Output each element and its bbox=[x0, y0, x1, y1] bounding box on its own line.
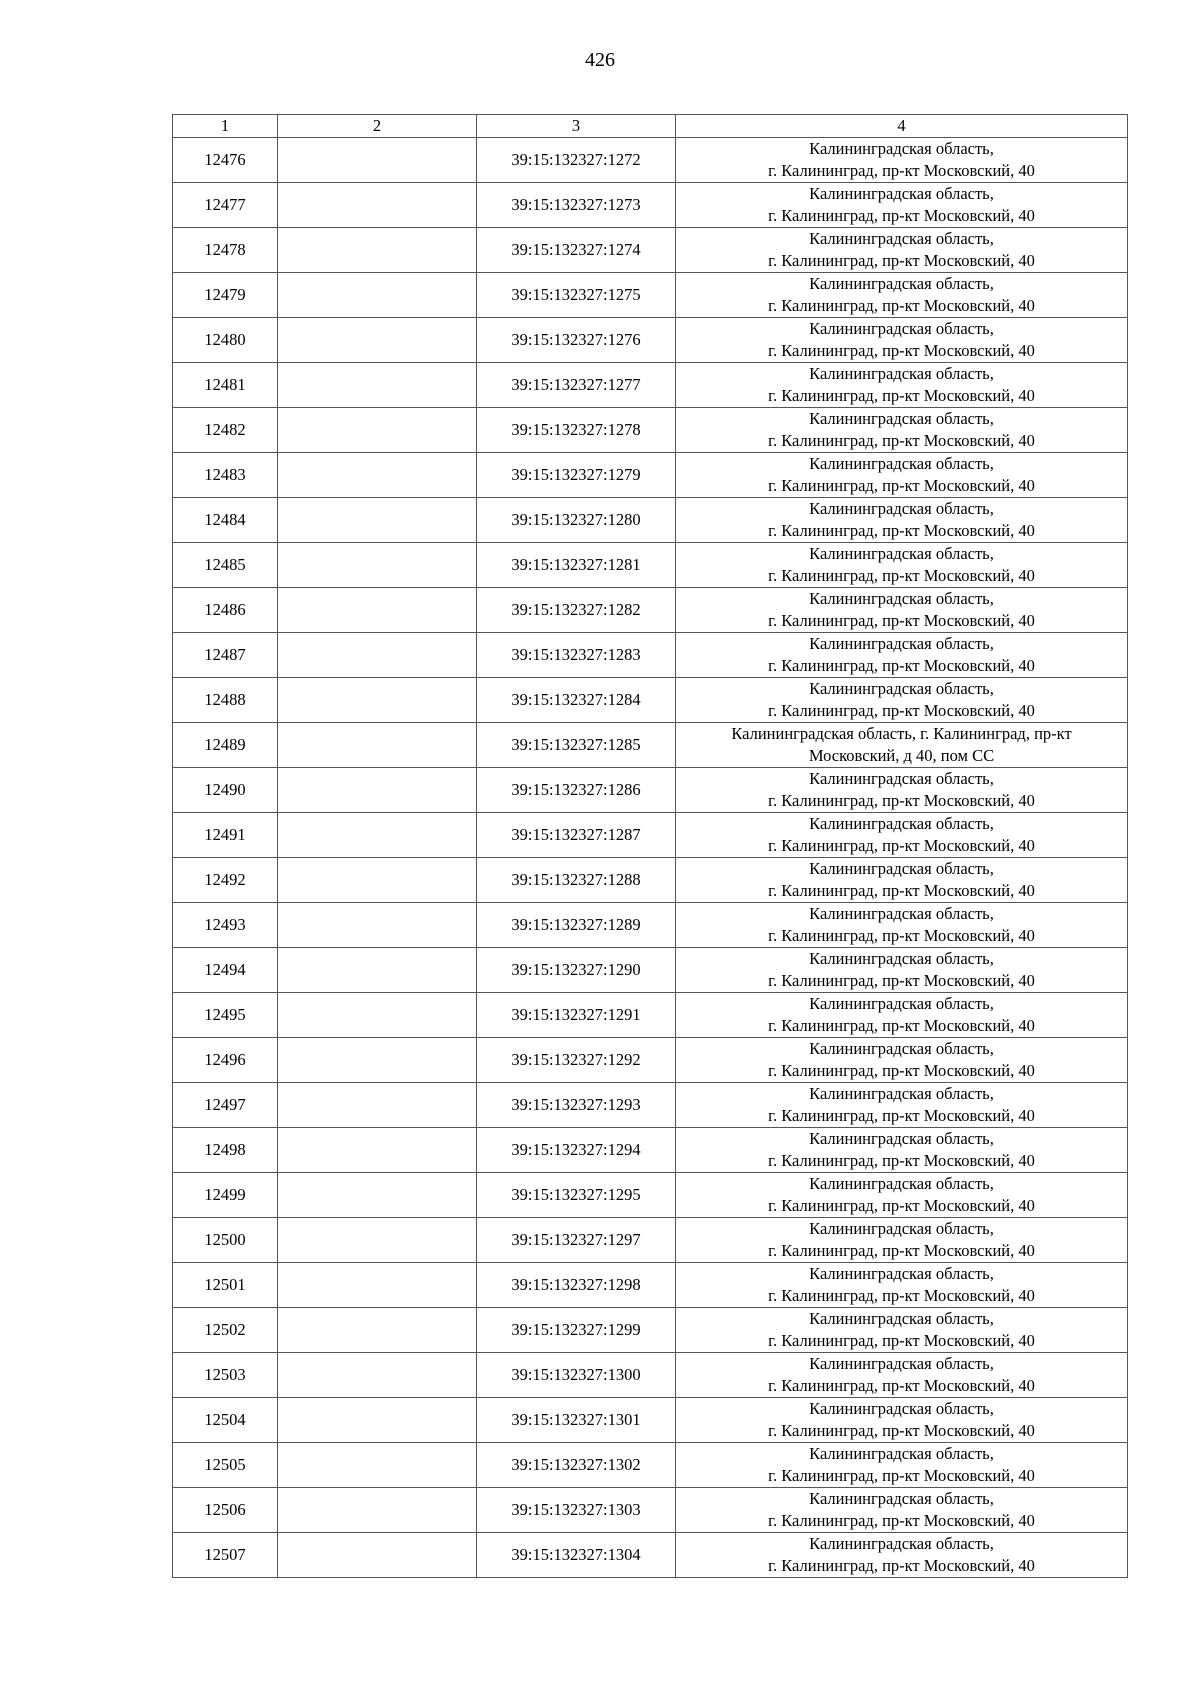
address-cell bbox=[676, 1173, 1128, 1218]
column-2-cell bbox=[278, 183, 477, 228]
column-2-cell bbox=[278, 948, 477, 993]
address-cell bbox=[676, 858, 1128, 903]
table-body bbox=[173, 138, 1128, 1578]
cadastral-number-cell: 39:15:132327:1285 bbox=[477, 723, 676, 768]
table-row bbox=[173, 1353, 1128, 1398]
column-2-cell bbox=[278, 543, 477, 588]
address-line: Калининградская область, bbox=[809, 1129, 994, 1148]
row-number-cell: 12506 bbox=[173, 1488, 278, 1533]
table-row bbox=[173, 1263, 1128, 1308]
address-line: г. Калининград, пр-кт Московский, 40 bbox=[768, 521, 1035, 540]
cadastral-number-cell: 39:15:132327:1294 bbox=[477, 1128, 676, 1173]
address-cell bbox=[676, 408, 1128, 453]
address-line: Калининградская область, bbox=[809, 994, 994, 1013]
address-line: Калининградская область, bbox=[809, 1354, 994, 1373]
row-number-cell: 12503 bbox=[173, 1353, 278, 1398]
table-row bbox=[173, 678, 1128, 723]
row-number-cell: 12486 bbox=[173, 588, 278, 633]
table-row bbox=[173, 498, 1128, 543]
address-line: г. Калининград, пр-кт Московский, 40 bbox=[768, 881, 1035, 900]
column-2-cell bbox=[278, 1353, 477, 1398]
address-line: Калининградская область, bbox=[809, 1084, 994, 1103]
address-line: Калининградская область, bbox=[809, 319, 994, 338]
column-2-cell bbox=[278, 993, 477, 1038]
row-number-cell: 12485 bbox=[173, 543, 278, 588]
address-line: г. Калининград, пр-кт Московский, 40 bbox=[768, 791, 1035, 810]
column-2-cell bbox=[278, 408, 477, 453]
table-row bbox=[173, 813, 1128, 858]
table-row bbox=[173, 588, 1128, 633]
row-number-cell: 12494 bbox=[173, 948, 278, 993]
cadastral-number-cell: 39:15:132327:1299 bbox=[477, 1308, 676, 1353]
address-line: г. Калининград, пр-кт Московский, 40 bbox=[768, 161, 1035, 180]
column-2-cell bbox=[278, 1488, 477, 1533]
row-number-cell: 12500 bbox=[173, 1218, 278, 1263]
address-cell bbox=[676, 1443, 1128, 1488]
address-line: Калининградская область, bbox=[809, 634, 994, 653]
column-2-cell bbox=[278, 1173, 477, 1218]
cadastral-number-cell: 39:15:132327:1289 bbox=[477, 903, 676, 948]
cadastral-number-cell: 39:15:132327:1275 bbox=[477, 273, 676, 318]
row-number-cell: 12480 bbox=[173, 318, 278, 363]
address-line: г. Калининград, пр-кт Московский, 40 bbox=[768, 431, 1035, 450]
table-row bbox=[173, 1398, 1128, 1443]
column-2-cell bbox=[278, 1218, 477, 1263]
address-line: г. Калининград, пр-кт Московский, 40 bbox=[768, 1556, 1035, 1575]
address-line: г. Калининград, пр-кт Московский, 40 bbox=[768, 1151, 1035, 1170]
table-row bbox=[173, 138, 1128, 183]
table-row bbox=[173, 543, 1128, 588]
address-line: Калининградская область, bbox=[809, 814, 994, 833]
address-cell bbox=[676, 1353, 1128, 1398]
address-cell bbox=[676, 1128, 1128, 1173]
address-cell bbox=[676, 813, 1128, 858]
address-line: Калининградская область, bbox=[809, 229, 994, 248]
address-cell bbox=[676, 1263, 1128, 1308]
address-line: Калининградская область, bbox=[809, 1264, 994, 1283]
address-cell bbox=[676, 363, 1128, 408]
table-row bbox=[173, 1308, 1128, 1353]
cadastral-number-cell: 39:15:132327:1278 bbox=[477, 408, 676, 453]
cadastral-number-cell: 39:15:132327:1298 bbox=[477, 1263, 676, 1308]
cadastral-number-cell: 39:15:132327:1279 bbox=[477, 453, 676, 498]
address-line: Калининградская область, bbox=[809, 184, 994, 203]
address-cell bbox=[676, 903, 1128, 948]
address-line: г. Калининград, пр-кт Московский, 40 bbox=[768, 1241, 1035, 1260]
table-row bbox=[173, 858, 1128, 903]
row-number-cell: 12507 bbox=[173, 1533, 278, 1578]
cadastral-number-cell: 39:15:132327:1277 bbox=[477, 363, 676, 408]
table-row bbox=[173, 723, 1128, 768]
address-cell bbox=[676, 948, 1128, 993]
table-header bbox=[173, 115, 1128, 138]
row-number-cell: 12505 bbox=[173, 1443, 278, 1488]
table-row bbox=[173, 1083, 1128, 1128]
address-line: Калининградская область, bbox=[809, 454, 994, 473]
cadastral-number-cell: 39:15:132327:1304 bbox=[477, 1533, 676, 1578]
address-line: г. Калининград, пр-кт Московский, 40 bbox=[768, 1016, 1035, 1035]
address-line: Калининградская область, bbox=[809, 499, 994, 518]
row-number-cell: 12504 bbox=[173, 1398, 278, 1443]
cadastral-number-cell: 39:15:132327:1286 bbox=[477, 768, 676, 813]
cadastral-number-cell: 39:15:132327:1301 bbox=[477, 1398, 676, 1443]
column-2-cell bbox=[278, 228, 477, 273]
column-2-cell bbox=[278, 318, 477, 363]
table-row bbox=[173, 183, 1128, 228]
address-cell bbox=[676, 1398, 1128, 1443]
cadastral-number-cell: 39:15:132327:1293 bbox=[477, 1083, 676, 1128]
address-cell bbox=[676, 633, 1128, 678]
address-cell bbox=[676, 498, 1128, 543]
table-row bbox=[173, 1128, 1128, 1173]
column-2-cell bbox=[278, 1443, 477, 1488]
address-line: г. Калининград, пр-кт Московский, 40 bbox=[768, 476, 1035, 495]
column-header-4: 4 bbox=[676, 115, 1128, 138]
address-line: г. Калининград, пр-кт Московский, 40 bbox=[768, 1511, 1035, 1530]
column-2-cell bbox=[278, 363, 477, 408]
column-2-cell bbox=[278, 1083, 477, 1128]
column-2-cell bbox=[278, 633, 477, 678]
cadastral-number-cell: 39:15:132327:1288 bbox=[477, 858, 676, 903]
address-line: Калининградская область, bbox=[809, 544, 994, 563]
address-cell bbox=[676, 1308, 1128, 1353]
address-cell bbox=[676, 1533, 1128, 1578]
address-line: Калининградская область, bbox=[809, 274, 994, 293]
cadastral-number-cell: 39:15:132327:1290 bbox=[477, 948, 676, 993]
address-line: Калининградская область, bbox=[809, 1534, 994, 1553]
address-line: г. Калининград, пр-кт Московский, 40 bbox=[768, 206, 1035, 225]
row-number-cell: 12489 bbox=[173, 723, 278, 768]
address-line: Калининградская область, bbox=[809, 859, 994, 878]
table-row bbox=[173, 273, 1128, 318]
address-line: Калининградская область, bbox=[809, 1489, 994, 1508]
address-line: Калининградская область, bbox=[809, 1039, 994, 1058]
table-row bbox=[173, 633, 1128, 678]
row-number-cell: 12499 bbox=[173, 1173, 278, 1218]
column-2-cell bbox=[278, 678, 477, 723]
column-header-2: 2 bbox=[278, 115, 477, 138]
address-line: г. Калининград, пр-кт Московский, 40 bbox=[768, 1421, 1035, 1440]
column-2-cell bbox=[278, 858, 477, 903]
address-cell bbox=[676, 1218, 1128, 1263]
address-line: г. Калининград, пр-кт Московский, 40 bbox=[768, 1196, 1035, 1215]
column-2-cell bbox=[278, 768, 477, 813]
cadastral-number-cell: 39:15:132327:1283 bbox=[477, 633, 676, 678]
cadastral-number-cell: 39:15:132327:1292 bbox=[477, 1038, 676, 1083]
address-line: Калининградская область, bbox=[809, 904, 994, 923]
table-row bbox=[173, 948, 1128, 993]
address-line: г. Калининград, пр-кт Московский, 40 bbox=[768, 1466, 1035, 1485]
address-cell bbox=[676, 723, 1128, 768]
cadastral-number-cell: 39:15:132327:1282 bbox=[477, 588, 676, 633]
address-cell bbox=[676, 543, 1128, 588]
address-cell bbox=[676, 1038, 1128, 1083]
column-2-cell bbox=[278, 723, 477, 768]
address-line: Калининградская область, bbox=[809, 1174, 994, 1193]
address-cell bbox=[676, 318, 1128, 363]
table-row bbox=[173, 453, 1128, 498]
row-number-cell: 12482 bbox=[173, 408, 278, 453]
table-row bbox=[173, 363, 1128, 408]
address-line: Калининградская область, bbox=[809, 139, 994, 158]
column-header-3: 3 bbox=[477, 115, 676, 138]
cadastral-number-cell: 39:15:132327:1300 bbox=[477, 1353, 676, 1398]
address-line: Калининградская область, г. Калининград, пр-кт bbox=[731, 724, 1072, 743]
address-line: Калининградская область, bbox=[809, 1219, 994, 1238]
cadastral-number-cell: 39:15:132327:1291 bbox=[477, 993, 676, 1038]
row-number-cell: 12493 bbox=[173, 903, 278, 948]
cadastral-number-cell: 39:15:132327:1295 bbox=[477, 1173, 676, 1218]
column-2-cell bbox=[278, 1263, 477, 1308]
column-2-cell bbox=[278, 1038, 477, 1083]
column-header-1: 1 bbox=[173, 115, 278, 138]
address-line: Калининградская область, bbox=[809, 364, 994, 383]
row-number-cell: 12497 bbox=[173, 1083, 278, 1128]
column-2-cell bbox=[278, 1128, 477, 1173]
row-number-cell: 12483 bbox=[173, 453, 278, 498]
address-line: Калининградская область, bbox=[809, 1444, 994, 1463]
address-line: г. Калининград, пр-кт Московский, 40 bbox=[768, 926, 1035, 945]
table-row bbox=[173, 228, 1128, 273]
row-number-cell: 12484 bbox=[173, 498, 278, 543]
cadastral-number-cell: 39:15:132327:1276 bbox=[477, 318, 676, 363]
address-cell bbox=[676, 453, 1128, 498]
address-cell bbox=[676, 993, 1128, 1038]
address-line: г. Калининград, пр-кт Московский, 40 bbox=[768, 611, 1035, 630]
column-2-cell bbox=[278, 1398, 477, 1443]
table-row bbox=[173, 1218, 1128, 1263]
cadastral-number-cell: 39:15:132327:1272 bbox=[477, 138, 676, 183]
address-line: г. Калининград, пр-кт Московский, 40 bbox=[768, 971, 1035, 990]
row-number-cell: 12501 bbox=[173, 1263, 278, 1308]
address-line: Калининградская область, bbox=[809, 589, 994, 608]
column-2-cell bbox=[278, 588, 477, 633]
row-number-cell: 12496 bbox=[173, 1038, 278, 1083]
address-line: г. Калининград, пр-кт Московский, 40 bbox=[768, 1061, 1035, 1080]
address-line: г. Калининград, пр-кт Московский, 40 bbox=[768, 1106, 1035, 1125]
row-number-cell: 12490 bbox=[173, 768, 278, 813]
row-number-cell: 12492 bbox=[173, 858, 278, 903]
address-cell bbox=[676, 768, 1128, 813]
row-number-cell: 12481 bbox=[173, 363, 278, 408]
address-line: Московский, д 40, пом СС bbox=[808, 746, 995, 765]
cadastral-number-cell: 39:15:132327:1284 bbox=[477, 678, 676, 723]
cadastral-number-cell: 39:15:132327:1303 bbox=[477, 1488, 676, 1533]
table-row bbox=[173, 408, 1128, 453]
column-2-cell bbox=[278, 1533, 477, 1578]
row-number-cell: 12498 bbox=[173, 1128, 278, 1173]
address-line: г. Калининград, пр-кт Московский, 40 bbox=[768, 1286, 1035, 1305]
address-cell bbox=[676, 678, 1128, 723]
column-2-cell bbox=[278, 273, 477, 318]
address-line: Калининградская область, bbox=[809, 1309, 994, 1328]
address-cell bbox=[676, 588, 1128, 633]
column-2-cell bbox=[278, 813, 477, 858]
address-line: Калининградская область, bbox=[809, 409, 994, 428]
table-row bbox=[173, 318, 1128, 363]
address-cell bbox=[676, 273, 1128, 318]
table-row bbox=[173, 1533, 1128, 1578]
address-line: Калининградская область, bbox=[809, 769, 994, 788]
header-row bbox=[173, 115, 1128, 138]
property-table bbox=[172, 114, 1128, 1578]
row-number-cell: 12495 bbox=[173, 993, 278, 1038]
address-line: г. Калининград, пр-кт Московский, 40 bbox=[768, 566, 1035, 585]
table-row bbox=[173, 768, 1128, 813]
row-number-cell: 12488 bbox=[173, 678, 278, 723]
table-row bbox=[173, 1038, 1128, 1083]
cadastral-number-cell: 39:15:132327:1287 bbox=[477, 813, 676, 858]
row-number-cell: 12487 bbox=[173, 633, 278, 678]
address-line: г. Калининград, пр-кт Московский, 40 bbox=[768, 1331, 1035, 1350]
row-number-cell: 12477 bbox=[173, 183, 278, 228]
cadastral-number-cell: 39:15:132327:1281 bbox=[477, 543, 676, 588]
column-2-cell bbox=[278, 1308, 477, 1353]
column-2-cell bbox=[278, 498, 477, 543]
row-number-cell: 12476 bbox=[173, 138, 278, 183]
address-cell bbox=[676, 228, 1128, 273]
address-line: г. Калининград, пр-кт Московский, 40 bbox=[768, 1376, 1035, 1395]
address-line: г. Калининград, пр-кт Московский, 40 bbox=[768, 386, 1035, 405]
address-line: г. Калининград, пр-кт Московский, 40 bbox=[768, 296, 1035, 315]
row-number-cell: 12491 bbox=[173, 813, 278, 858]
address-line: г. Калининград, пр-кт Московский, 40 bbox=[768, 656, 1035, 675]
address-line: г. Калининград, пр-кт Московский, 40 bbox=[768, 836, 1035, 855]
row-number-cell: 12478 bbox=[173, 228, 278, 273]
address-cell bbox=[676, 1083, 1128, 1128]
table-row bbox=[173, 993, 1128, 1038]
address-line: г. Калининград, пр-кт Московский, 40 bbox=[768, 701, 1035, 720]
table-row bbox=[173, 1443, 1128, 1488]
address-line: Калининградская область, bbox=[809, 949, 994, 968]
address-line: г. Калининград, пр-кт Московский, 40 bbox=[768, 341, 1035, 360]
row-number-cell: 12479 bbox=[173, 273, 278, 318]
cadastral-number-cell: 39:15:132327:1302 bbox=[477, 1443, 676, 1488]
cadastral-number-cell: 39:15:132327:1280 bbox=[477, 498, 676, 543]
cadastral-number-cell: 39:15:132327:1297 bbox=[477, 1218, 676, 1263]
address-cell bbox=[676, 183, 1128, 228]
table-row bbox=[173, 1488, 1128, 1533]
column-2-cell bbox=[278, 138, 477, 183]
address-line: Калининградская область, bbox=[809, 1399, 994, 1418]
table-row bbox=[173, 903, 1128, 948]
cadastral-number-cell: 39:15:132327:1273 bbox=[477, 183, 676, 228]
address-cell bbox=[676, 1488, 1128, 1533]
column-2-cell bbox=[278, 903, 477, 948]
table-row bbox=[173, 1173, 1128, 1218]
page-number: 426 bbox=[585, 49, 615, 71]
address-cell bbox=[676, 138, 1128, 183]
address-line: Калининградская область, bbox=[809, 679, 994, 698]
column-2-cell bbox=[278, 453, 477, 498]
address-line: г. Калининград, пр-кт Московский, 40 bbox=[768, 251, 1035, 270]
row-number-cell: 12502 bbox=[173, 1308, 278, 1353]
cadastral-number-cell: 39:15:132327:1274 bbox=[477, 228, 676, 273]
